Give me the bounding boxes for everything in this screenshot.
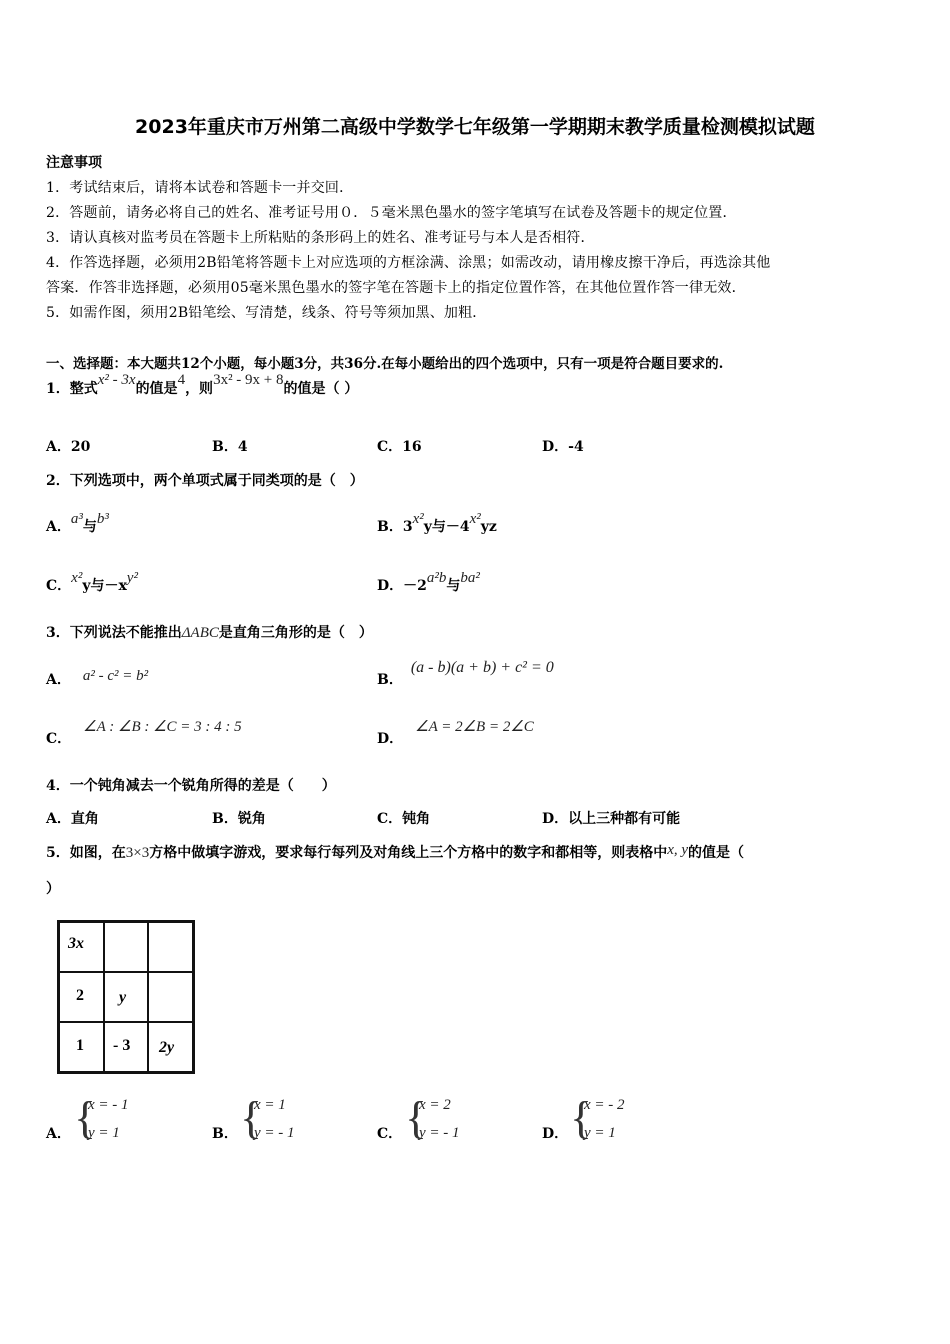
math-term: a³ <box>70 511 83 527</box>
q3-option-d[interactable] <box>377 716 534 747</box>
option-label: B． <box>377 672 403 688</box>
math-term: x² <box>71 570 83 586</box>
grid-cell <box>104 922 148 972</box>
q5-size: 3×3 <box>125 845 150 861</box>
grid-cell: y <box>104 972 148 1022</box>
q3-stem <box>46 622 373 642</box>
math-term: ba² <box>460 570 480 586</box>
q1-option-a[interactable]: A．20 <box>46 439 91 455</box>
grid-cell: 2y <box>148 1022 193 1072</box>
notice-item: 5．如需作图，须用2B铅笔绘、写清楚，线条、符号等须加黑、加粗． <box>46 305 487 321</box>
option-text: yz <box>480 519 497 535</box>
equation-line: x = - 1 <box>88 1097 129 1113</box>
option-label: A． <box>46 519 71 535</box>
q5-text: 5．如图，在 <box>46 845 126 861</box>
option-label: C． <box>377 1126 403 1142</box>
q1-option-b[interactable]: B．4 <box>212 439 248 455</box>
grid-cell <box>148 972 193 1022</box>
q3-text: 是直角三角形的是（ ） <box>218 625 373 641</box>
option-label: C． <box>46 578 72 594</box>
notice-item: 2．答题前，请务必将自己的姓名、准考证号用０．５毫米黑色墨水的签字笔填写在试卷及答题卡的规定位置． <box>46 205 737 221</box>
equation-line: y = 1 <box>584 1125 616 1141</box>
math-expr: a² - c² = b² <box>82 668 149 684</box>
q5-stem <box>46 842 744 862</box>
equation-line: y = 1 <box>88 1125 120 1141</box>
q2-option-a[interactable] <box>46 508 109 535</box>
option-text: 与 <box>82 519 97 535</box>
q4-option-a[interactable]: A．直角 <box>46 811 99 827</box>
equation-line: y = - 1 <box>419 1125 460 1141</box>
q3-text: 3．下列说法不能推出 <box>46 625 182 641</box>
option-label: B． <box>212 1126 238 1142</box>
q5-vars: x, y <box>667 842 689 858</box>
q3-option-c[interactable] <box>46 716 242 747</box>
brace-icon: { <box>405 1092 428 1143</box>
math-term: x² <box>469 511 481 527</box>
brace-icon: { <box>74 1092 97 1143</box>
q1-option-c[interactable]: C．16 <box>377 439 422 455</box>
grid-cell: - 3 <box>104 1022 148 1072</box>
option-label: D． <box>377 731 404 747</box>
math-expr: (a - b)(a + b) + c² = 0 <box>410 659 554 676</box>
brace-icon: { <box>570 1092 593 1143</box>
q5-stem-end: ） <box>46 881 60 897</box>
magic-square-grid <box>57 920 195 1074</box>
option-label: D．－2 <box>377 578 427 594</box>
option-label: A． <box>46 672 71 688</box>
math-term: y² <box>126 570 138 586</box>
option-text: 与 <box>446 578 461 594</box>
notice-item: 3．请认真核对监考员在答题卡上所粘贴的条形码上的姓名、准考证号与本人是否相符． <box>46 230 595 246</box>
q1-text: 1．整式 <box>46 381 98 397</box>
notice-item: 1．考试结束后，请将本试卷和答题卡一并交回． <box>46 180 354 196</box>
equation-line: x = 2 <box>419 1097 451 1113</box>
math-term: a²b <box>426 570 447 586</box>
page-title: 2023年重庆市万州第二高级中学数学七年级第一学期期末教学质量检测模拟试题 <box>135 116 815 138</box>
equation-line: y = - 1 <box>254 1125 295 1141</box>
notice-item: 答案．作答非选择题，必须用05毫米黑色墨水的签字笔在答题卡上的指定位置作答，在其他位置作答一律无效． <box>46 280 746 296</box>
q2-option-d[interactable] <box>377 567 480 594</box>
option-label: D． <box>542 1126 569 1142</box>
grid-cell <box>148 922 193 972</box>
q5-text: 的值是（ <box>688 845 745 861</box>
option-label: C． <box>46 731 72 747</box>
q1-text: 的值是 <box>135 381 178 397</box>
q1-text: 的值是（ ） <box>283 381 359 397</box>
grid-cell: 3x <box>59 922 104 972</box>
math-term: b³ <box>96 511 109 527</box>
math-expr: ∠A : ∠B : ∠C = 3 : 4 : 5 <box>83 719 242 735</box>
notice-item: 4．作答选择题，必须用2B铅笔将答题卡上对应选项的方框涂满、涂黑；如需改动，请用橡皮擦干净后，再选涂其他 <box>46 255 771 271</box>
section-heading: 一、选择题：本大题共12个小题，每小题3分，共36分.在每小题给出的四个选项中，只有一项是符合题目要求的. <box>46 356 724 372</box>
q4-option-b[interactable]: B．锐角 <box>212 811 266 827</box>
grid-cell: 2 <box>59 972 104 1022</box>
equation-line: x = 1 <box>254 1097 286 1113</box>
q1-option-d[interactable]: D．-4 <box>542 439 584 455</box>
q1-value: 4 <box>177 372 186 388</box>
q4-option-d[interactable]: D．以上三种都有可能 <box>542 811 681 827</box>
q1-text: ，则 <box>185 381 214 397</box>
question-1 <box>46 372 359 398</box>
notice-heading: 注意事项 <box>46 155 102 171</box>
option-text: y与－4 <box>423 519 470 535</box>
math-expr: ∠A = 2∠B = 2∠C <box>415 719 534 735</box>
brace-icon: { <box>240 1092 263 1143</box>
equation-line: x = - 2 <box>584 1097 625 1113</box>
option-text: y与－x <box>82 578 127 594</box>
q4-option-c[interactable]: C．钝角 <box>377 811 431 827</box>
q2-option-b[interactable] <box>377 508 497 535</box>
option-label: A． <box>46 1126 71 1142</box>
q2-stem: 2．下列选项中，两个单项式属于同类项的是（ ） <box>46 473 364 489</box>
q3-option-b[interactable] <box>377 657 554 688</box>
q4-stem: 4．一个钝角减去一个锐角所得的差是（ ） <box>46 778 336 794</box>
q3-triangle: ΔABC <box>181 625 219 641</box>
option-label: B．3 <box>377 519 413 535</box>
math-term: x² <box>412 511 424 527</box>
q3-option-a[interactable] <box>46 665 149 688</box>
q2-option-c[interactable] <box>46 567 138 594</box>
grid-cell: 1 <box>59 1022 104 1072</box>
q5-text: 方格中做填字游戏，要求每行每列及对角线上三个方格中的数字和都相等，则表格中 <box>149 845 668 861</box>
q1-expr2: 3x² - 9x + 8 <box>213 372 284 388</box>
q1-expr1: x² - 3x <box>97 372 136 388</box>
